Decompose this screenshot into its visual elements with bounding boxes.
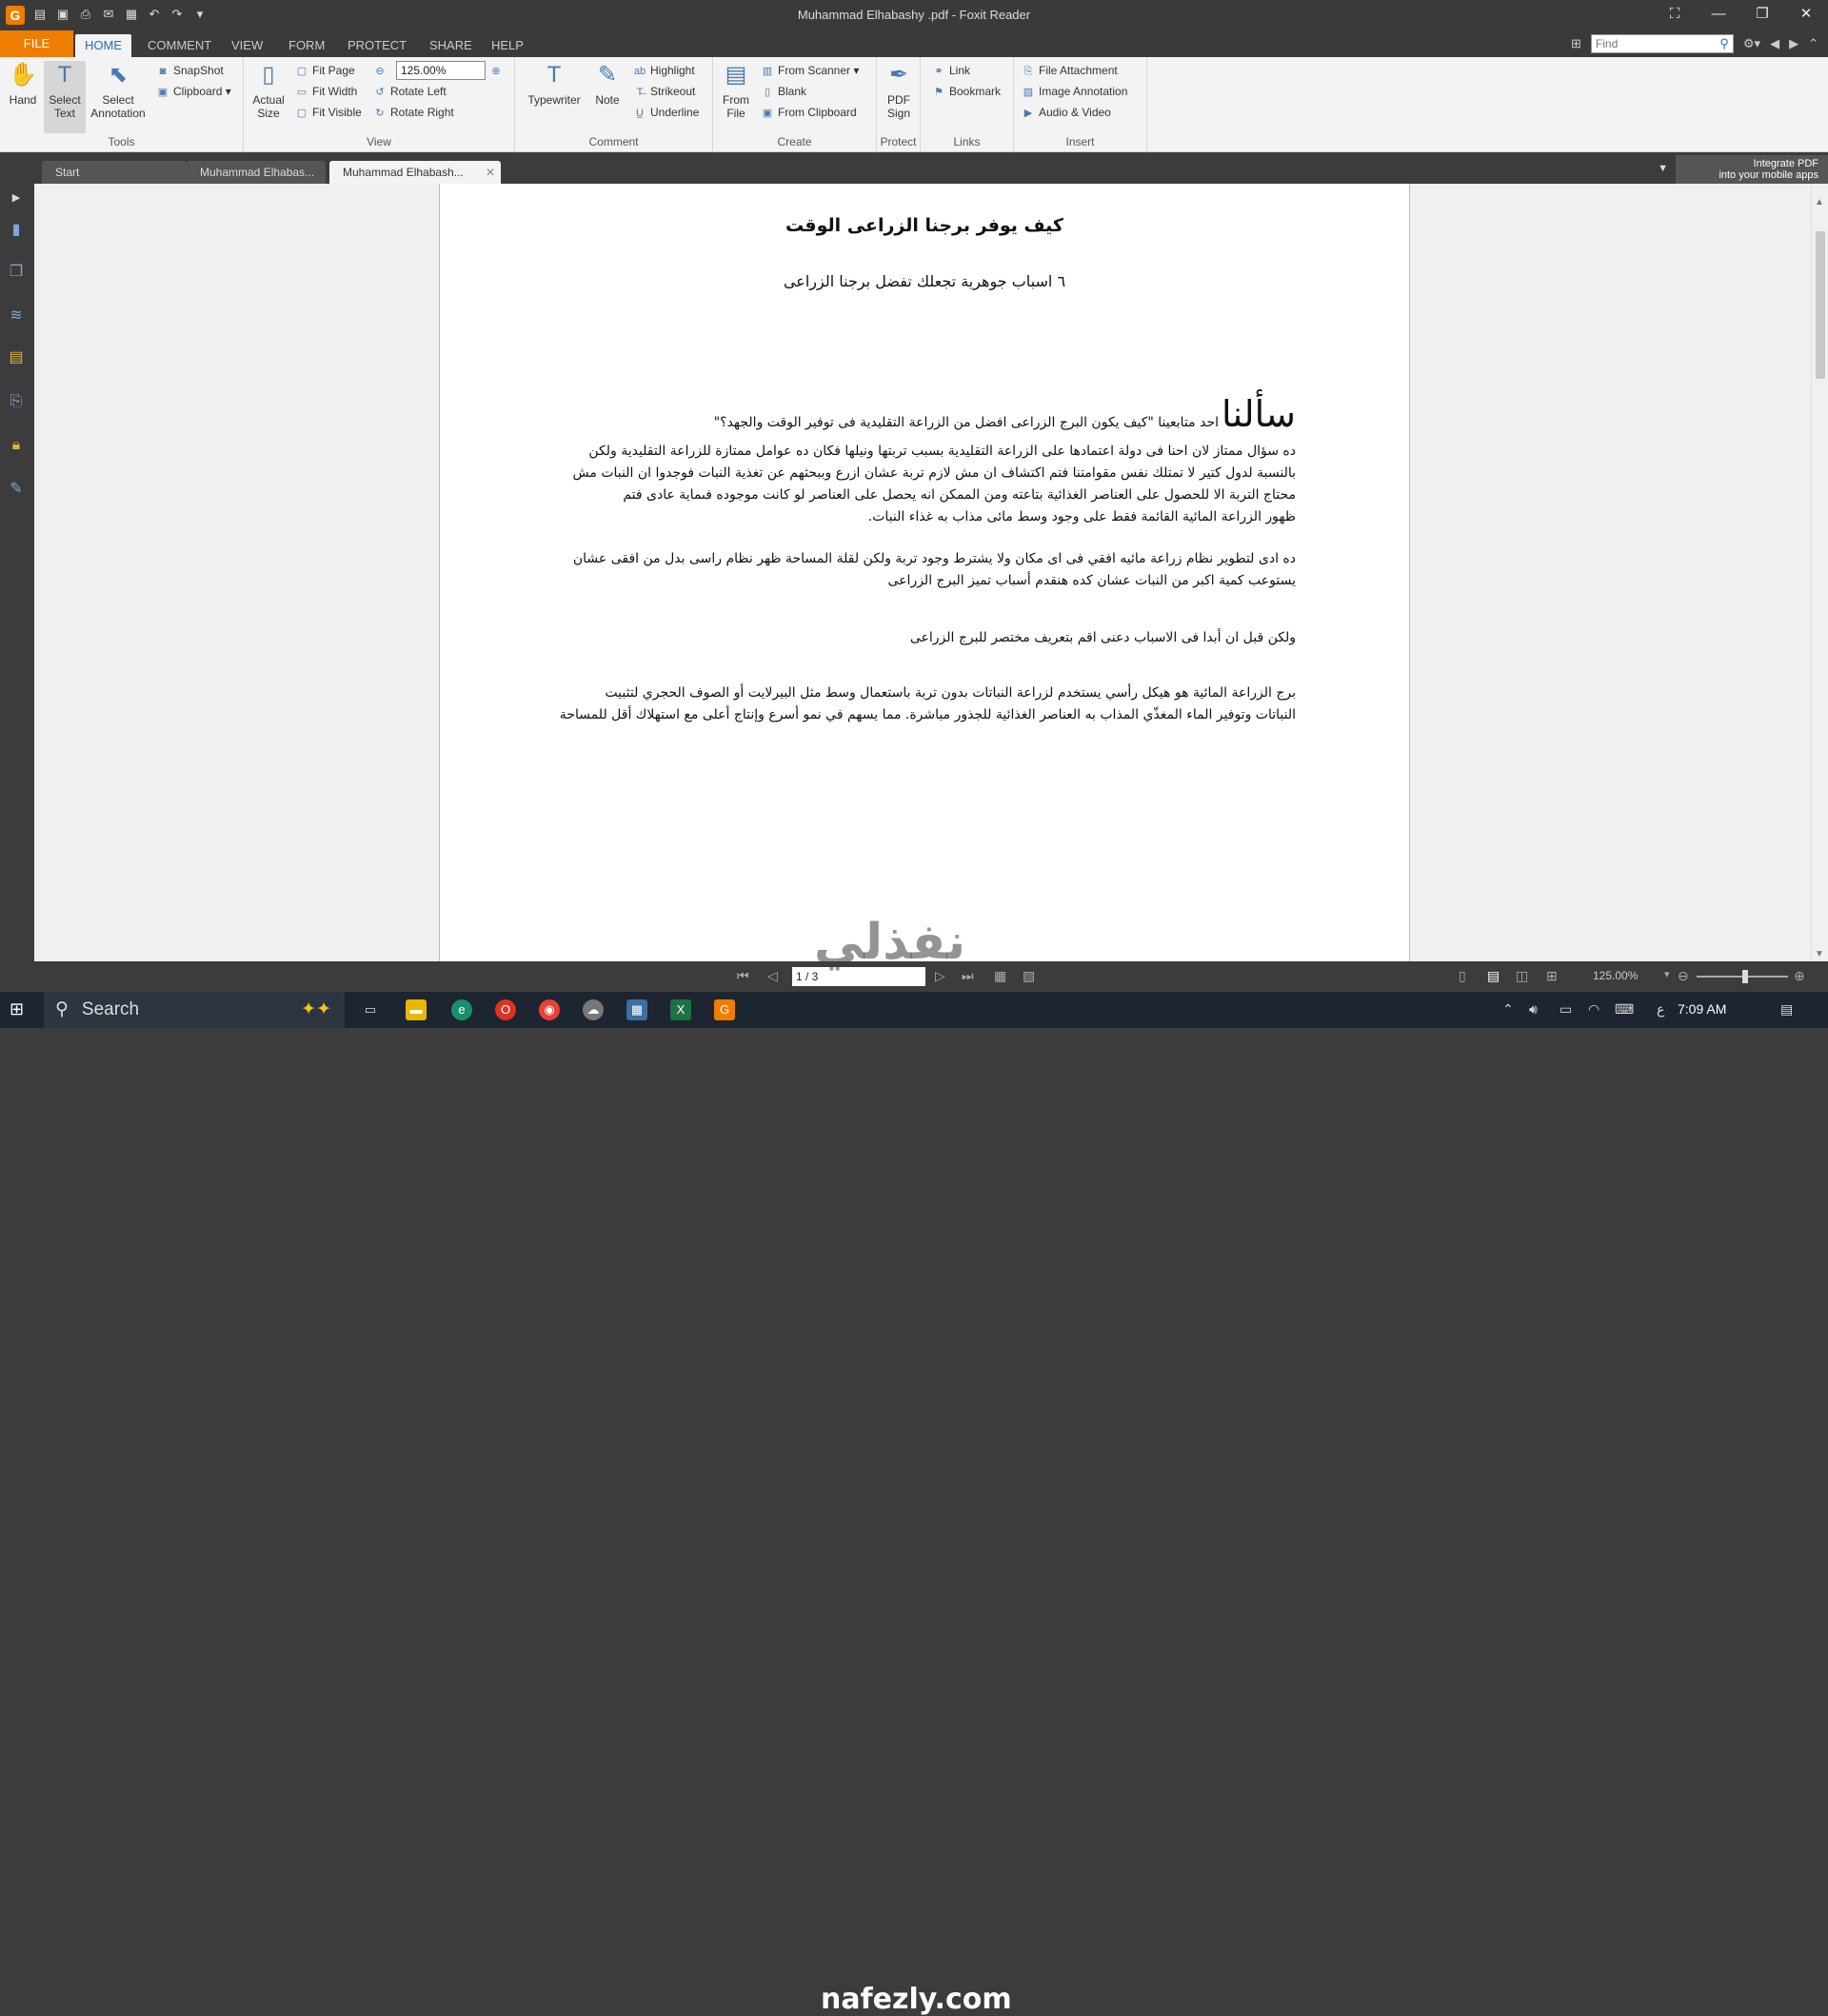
minimize-button[interactable]: — xyxy=(1711,6,1726,22)
foxit-app-icon[interactable]: G xyxy=(6,6,25,25)
pen-sign-icon: ✒ xyxy=(888,62,909,88)
actual-size-label-1: Actual xyxy=(252,93,285,107)
tab-protect[interactable]: PROTECT xyxy=(348,38,407,52)
windows-start-icon[interactable]: ⊞ xyxy=(10,999,25,1018)
prev-page-icon[interactable]: ◁ xyxy=(767,968,778,983)
navigation-panel xyxy=(0,184,30,961)
scrollbar-thumb[interactable] xyxy=(1816,231,1825,379)
find-input[interactable] xyxy=(1592,35,1712,52)
paragraph-1 xyxy=(553,441,1296,528)
tab-list-dropdown-icon[interactable]: ▼ xyxy=(1658,163,1668,174)
paragraph-3: ولكن قبل ان أبدا فى الاسباب دعنى اقم بتعريف مختصر للبرج الزراعى xyxy=(909,630,1296,645)
hand-label: Hand xyxy=(9,93,37,107)
keyboard-icon[interactable]: ⌨ xyxy=(1615,1001,1635,1017)
paragraph-line: ظهور الزراعة المائية القائمة فقط على وجود وسط مائى مذاب به غذاء النبات. xyxy=(867,509,1296,524)
fit-visible-button[interactable] xyxy=(295,104,362,121)
video-icon: ▶ xyxy=(1023,108,1033,119)
pointer-icon: ⬉ xyxy=(108,62,129,88)
typewriter-icon: T xyxy=(546,62,562,88)
rotate-left-icon: ↺ xyxy=(375,87,385,98)
task-view-icon[interactable]: ▭ xyxy=(364,1002,377,1017)
zoom-out-status-icon[interactable]: ⊖ xyxy=(1678,968,1689,983)
page-number-input[interactable]: 1 / 3 xyxy=(792,967,925,986)
single-page-icon[interactable]: ▯ xyxy=(1459,968,1466,983)
select-annotation-label-1: Select xyxy=(102,93,134,107)
fit-width-icon: ▭ xyxy=(296,87,308,98)
excel-icon[interactable]: X xyxy=(670,999,691,1020)
undo-icon[interactable]: ↶ xyxy=(149,7,160,21)
bookmark-icon: ⚑ xyxy=(934,87,944,98)
highlight-label: Highlight xyxy=(650,64,695,77)
save-icon[interactable]: ▣ xyxy=(56,7,70,21)
pages-icon[interactable]: ❐ xyxy=(9,264,24,280)
group-comment xyxy=(515,57,713,152)
from-scanner-label: From Scanner xyxy=(778,64,851,77)
group-insert xyxy=(1014,57,1147,152)
group-create xyxy=(713,57,877,152)
group-label-tools: Tools xyxy=(108,135,135,148)
paragraph-1-lead: احد متابعينا "كيف يكون البرج الزراعى افضل من الزراعة التقليدية فى توفير الوقت والجهد؟" xyxy=(713,415,1219,430)
print-icon[interactable]: ⎙ xyxy=(80,7,91,21)
fit-page-icon: ▢ xyxy=(296,66,308,77)
email-icon[interactable]: ✉ xyxy=(103,7,114,21)
doc-tab-active-label: Muhammad Elhabash... xyxy=(343,166,464,179)
from-scanner-button[interactable]: ▥ From Scanner ▾ xyxy=(761,62,859,79)
zoom-dropdown-icon[interactable]: ▾ xyxy=(1664,969,1670,980)
tab-file[interactable]: FILE xyxy=(0,30,73,57)
continuous-page-icon[interactable]: ▤ xyxy=(1487,968,1500,983)
open-folder-icon[interactable]: ▤ xyxy=(33,7,47,21)
facing-page-icon[interactable]: ◫ xyxy=(1516,968,1529,983)
chrome-icon[interactable]: ◉ xyxy=(539,999,560,1020)
from-clipboard-button[interactable] xyxy=(761,104,857,121)
next-page-icon[interactable]: ▷ xyxy=(935,968,945,983)
drop-cap-word: سألنا xyxy=(1221,393,1296,435)
tab-comment[interactable]: COMMENT xyxy=(148,38,212,52)
calculator-icon[interactable]: ▦ xyxy=(626,999,647,1020)
clipboard-button[interactable]: ▣ Clipboard ▾ xyxy=(156,83,231,100)
customize-qat-icon[interactable]: ▾ xyxy=(196,7,204,21)
continuous-facing-icon[interactable]: ⊞ xyxy=(1546,968,1558,983)
file-attachment-button[interactable] xyxy=(1022,62,1118,79)
pdf-page xyxy=(439,184,1410,961)
bookmark-label: Bookmark xyxy=(949,85,1002,98)
battery-icon[interactable]: ▭ xyxy=(1560,1001,1573,1017)
tab-home[interactable]: HOME xyxy=(75,34,131,57)
close-button[interactable]: ✕ xyxy=(1799,6,1813,22)
view-mode-icon[interactable]: ▦ xyxy=(994,968,1007,983)
audio-video-label: Audio & Video xyxy=(1039,106,1111,119)
tab-form[interactable]: FORM xyxy=(288,38,326,52)
doc-tab-active[interactable] xyxy=(329,161,501,184)
attachments-icon[interactable]: ⎘ xyxy=(10,393,23,409)
hand-tool-button[interactable] xyxy=(4,61,42,107)
highlight-icon: ab xyxy=(633,66,646,77)
pdf-icon[interactable]: ▦ xyxy=(125,7,138,21)
taskbar-search[interactable] xyxy=(44,992,345,1028)
note-button[interactable] xyxy=(589,61,626,107)
search-icon[interactable]: ⚲ xyxy=(1719,36,1729,50)
zoom-input[interactable]: 125.00% xyxy=(396,61,486,80)
document-tabs xyxy=(0,153,1828,184)
pdf-sign-label-2: Sign xyxy=(886,107,911,120)
pdf-sign-button[interactable] xyxy=(881,61,917,120)
group-label-comment: Comment xyxy=(588,135,639,148)
fit-visible-icon: ▢ xyxy=(296,108,308,119)
opera-icon[interactable]: O xyxy=(495,999,516,1020)
highlight-button[interactable] xyxy=(633,62,695,79)
group-label-protect: Protect xyxy=(880,135,917,148)
group-label-view: View xyxy=(367,135,391,148)
typewriter-label: Typewriter xyxy=(527,93,581,107)
scroll-up-icon[interactable]: ▲ xyxy=(1815,197,1824,208)
search-icon: ⚲ xyxy=(55,999,69,1019)
zoom-level-text[interactable]: 125.00% xyxy=(1593,969,1639,982)
fit-page-button[interactable] xyxy=(295,62,355,79)
document-viewer xyxy=(34,184,1811,961)
page-icon: ▯ xyxy=(262,62,275,88)
integrate-promo-banner[interactable] xyxy=(1676,155,1828,184)
link-icon: ⚭ xyxy=(934,66,944,77)
note-icon: ✎ xyxy=(597,62,618,88)
volume-icon[interactable]: 🔊︎ xyxy=(1529,1001,1538,1017)
rotate-view-icon[interactable]: ▧ xyxy=(1023,968,1036,983)
zoom-in-status-icon[interactable]: ⊕ xyxy=(1794,968,1805,983)
edge-icon[interactable]: e xyxy=(451,999,472,1020)
from-file-label-1: From xyxy=(723,93,749,107)
from-file-button[interactable] xyxy=(719,61,753,120)
paragraph-line: بالنسبة لدول كتير لا تمتلك نفس مقوامتنا فتم اكتشاف ان مش لازم تربة عشان ازرع وببحثهم عن تغذية النبات فوجدوا ان النبات مش xyxy=(572,465,1296,481)
group-view xyxy=(244,57,515,152)
windows-taskbar xyxy=(0,992,1828,2016)
cloud-app-icon[interactable]: ☁ xyxy=(583,999,604,1020)
strikeout-icon: T̶ xyxy=(636,87,644,98)
bookmark-button[interactable] xyxy=(932,83,1001,100)
attachment-icon: ⎘ xyxy=(1023,66,1033,77)
ribbon-tabs xyxy=(0,30,1828,57)
snapshot-label: SnapShot xyxy=(173,64,224,77)
paragraph-line: النباتات وتوفير الماء المغذّي المذاب به العناصر الغذائية للجذور مباشرة. مما يسهم في نمو أسرع وإنتاج أعلى مع استهلاك أقل للمساحة xyxy=(559,707,1296,722)
file-attachment-label: File Attachment xyxy=(1039,64,1118,77)
paragraph-line: ده سؤال ممتاز لان احنا فى دولة اعتمادها على الزراعة التقليدية بسبب تربتها ونيلها فكان ده عوامل ممتازة للزراعة التقليدية ولكن xyxy=(588,444,1296,459)
promo-line-1: Integrate PDF xyxy=(1753,158,1818,169)
zoom-in-icon: ⊕ xyxy=(491,66,501,77)
doc-tab-start[interactable]: Start xyxy=(42,161,187,184)
tray-chevron-icon[interactable]: ⌃ xyxy=(1502,1001,1514,1017)
paragraph-line: يستوعب كمية اكبر من النبات عشان كده هنقدم أسباب تميز البرج الزراعى xyxy=(887,573,1296,588)
taskbar-clock[interactable]: 7:09 AM xyxy=(1678,1001,1727,1017)
group-protect xyxy=(877,57,921,152)
blank-page-icon: ▯ xyxy=(764,87,771,98)
file-explorer-icon[interactable]: ▬ xyxy=(406,999,427,1020)
collapse-ribbon-icon[interactable]: ⌃ xyxy=(1808,36,1818,50)
image-annotation-label: Image Annotation xyxy=(1039,85,1128,98)
sparkle-icon: ✦✦ xyxy=(301,999,331,1019)
signature-icon[interactable]: ✎ xyxy=(10,481,23,497)
prev-icon[interactable]: ◀ xyxy=(1770,36,1780,50)
redo-icon[interactable]: ↷ xyxy=(171,7,183,21)
title-bar xyxy=(0,0,1828,30)
nafezly-watermark-logo: نفذلي xyxy=(814,914,966,971)
expand-panel-icon[interactable]: ▶ xyxy=(11,192,21,204)
rotate-left-label: Rotate Left xyxy=(390,85,447,98)
taskbar-search-label: Search xyxy=(81,999,140,1019)
zoom-out-icon: ⊖ xyxy=(375,66,385,77)
paragraph-line: برج الزراعة المائية هو هيكل رأسي يستخدم لزراعة النباتات بدون تربة باستعمال وسط مثل البيرلايت أو الصوف الحجري لتثبيت xyxy=(605,685,1296,701)
doc-tab-1[interactable]: Muhammad Elhabas... xyxy=(187,161,326,184)
audio-video-button[interactable] xyxy=(1022,104,1111,121)
rotate-right-label: Rotate Right xyxy=(390,106,454,119)
zoom-slider-knob[interactable] xyxy=(1742,970,1748,983)
hand-icon: ✋ xyxy=(9,62,37,88)
from-file-label-2: File xyxy=(726,107,745,120)
group-tools xyxy=(0,57,244,152)
underline-icon: U̲ xyxy=(636,108,644,119)
group-label-insert: Insert xyxy=(1065,135,1095,148)
notifications-icon[interactable]: ▤ xyxy=(1780,1001,1794,1017)
blank-label: Blank xyxy=(778,85,807,98)
zoom-out-button[interactable] xyxy=(373,62,390,79)
image-icon: ▨ xyxy=(1023,87,1034,98)
wifi-icon[interactable]: ◠ xyxy=(1588,1001,1600,1017)
tab-share[interactable]: SHARE xyxy=(429,38,472,52)
clipboard-label: Clipboard xyxy=(173,85,223,98)
strikeout-label: Strikeout xyxy=(650,85,696,98)
typewriter-button[interactable] xyxy=(523,61,586,107)
paragraph-line: ده ادى لتطوير نظام زراعة مائيه افقي فى اى مكان ولا يشترط وجود تربة ولكن لقلة المساحة ظهر نظام راسى بدل من افقى عشان xyxy=(572,551,1296,566)
actual-size-button[interactable] xyxy=(249,61,288,120)
fit-page-label: Fit Page xyxy=(312,64,355,77)
strikeout-button[interactable] xyxy=(633,83,695,100)
group-links xyxy=(921,57,1014,152)
select-text-button[interactable] xyxy=(44,61,86,133)
tab-view[interactable]: VIEW xyxy=(231,38,264,52)
fit-visible-label: Fit Visible xyxy=(312,106,362,119)
rotate-left-button[interactable] xyxy=(373,83,447,100)
close-tab-icon[interactable]: ✕ xyxy=(485,166,495,179)
text-cursor-icon: T xyxy=(57,62,72,88)
select-text-label-2: Text xyxy=(53,107,75,120)
fit-width-button[interactable] xyxy=(295,83,357,100)
camera-icon: ◙ xyxy=(159,66,167,77)
gear-icon[interactable]: ⚙▾ xyxy=(1742,36,1761,50)
comments-icon[interactable]: ▤ xyxy=(9,349,24,366)
promo-line-2: into your mobile apps xyxy=(1719,169,1818,181)
nafezly-watermark-url: nafezly.com xyxy=(821,1983,1012,2016)
file-icon: ▤ xyxy=(725,62,747,88)
window-controls xyxy=(1653,0,1828,30)
group-label-create: Create xyxy=(777,135,812,148)
window-title: Muhammad Elhabashy .pdf - Foxit Reader xyxy=(797,8,1031,22)
find-area xyxy=(1571,33,1828,54)
bookmarks-icon[interactable]: ▮ xyxy=(11,222,21,238)
search-options-icon[interactable]: ⊞ xyxy=(1571,36,1581,50)
security-lock-icon[interactable]: 🔒︎ xyxy=(11,437,21,453)
zoom-in-button[interactable] xyxy=(489,62,507,79)
scanner-icon: ▥ xyxy=(762,66,773,77)
document-title: كيف يوفر برجنا الزراعى الوقت xyxy=(785,215,1063,236)
clipboard-icon: ▣ xyxy=(762,108,773,119)
next-icon[interactable]: ▶ xyxy=(1789,36,1799,50)
document-subtitle: ٦ اسباب جوهرية تجعلك تفضل برجنا الزراعى xyxy=(783,272,1066,290)
paragraph-4 xyxy=(534,682,1296,726)
clipboard-icon: ▣ xyxy=(157,87,169,98)
zoom-slider[interactable] xyxy=(1697,976,1788,978)
rotate-right-button[interactable] xyxy=(373,104,454,121)
vertical-scrollbar[interactable] xyxy=(1811,184,1828,961)
ribbon xyxy=(0,57,1828,152)
rotate-right-icon: ↻ xyxy=(375,108,385,119)
restore-button[interactable]: ❐ xyxy=(1756,6,1769,22)
select-annotation-label-2: Annotation xyxy=(90,107,146,120)
underline-label: Underline xyxy=(650,106,700,119)
paragraph-line: محتاج التربة الا للحصول على العناصر الغذائية بتاعته ومن الممكن انه يحصل على العناصر لو كانت موجوده فىماية عادى فتم xyxy=(623,487,1296,503)
select-annotation-button[interactable] xyxy=(88,61,149,120)
fit-width-label: Fit Width xyxy=(312,85,358,98)
snapshot-button[interactable] xyxy=(156,62,224,79)
group-label-links: Links xyxy=(953,135,981,148)
first-page-icon[interactable]: ⏮ xyxy=(737,968,749,983)
layers-icon[interactable]: ≋ xyxy=(10,307,23,324)
input-language[interactable]: ع xyxy=(1657,1001,1665,1017)
scroll-down-icon[interactable]: ▼ xyxy=(1815,949,1824,959)
find-field[interactable] xyxy=(1591,34,1734,53)
underline-button[interactable] xyxy=(633,104,699,121)
tab-help[interactable]: HELP xyxy=(491,38,524,52)
pdf-sign-label-1: PDF xyxy=(887,93,910,107)
note-label: Note xyxy=(595,93,620,107)
foxit-taskbar-icon[interactable]: G xyxy=(714,999,735,1020)
paragraph-2 xyxy=(553,548,1296,592)
link-label: Link xyxy=(949,64,971,77)
image-annotation-button[interactable] xyxy=(1022,83,1127,100)
select-text-label-1: Select xyxy=(49,93,81,107)
last-page-icon[interactable]: ⏭ xyxy=(962,968,974,983)
link-button[interactable] xyxy=(932,62,970,79)
from-clipboard-label: From Clipboard xyxy=(778,106,857,119)
actual-size-label-2: Size xyxy=(257,107,280,120)
fullscreen-button[interactable]: ⛶ xyxy=(1669,6,1680,22)
blank-button[interactable] xyxy=(761,83,806,100)
